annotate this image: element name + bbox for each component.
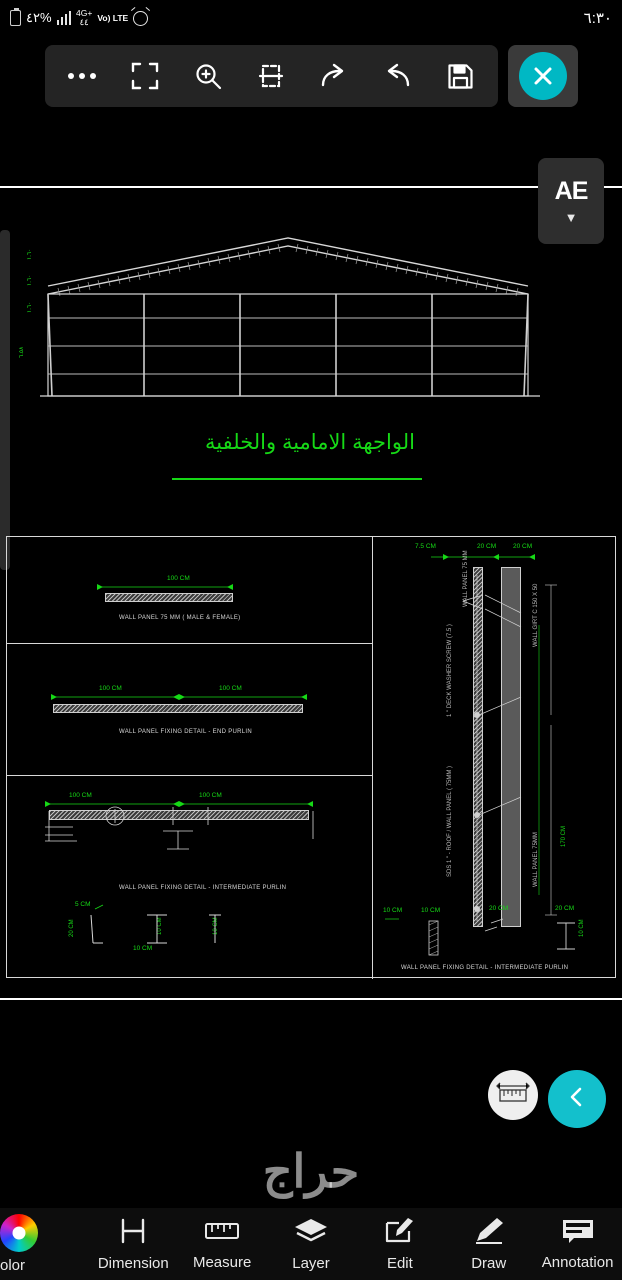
text-style-icon: AE [554,177,588,205]
elevation-dim-1: ١.٦٠ [27,301,33,313]
chevron-down-icon: ▼ [564,210,578,225]
network-type-label: 4G+ [76,8,93,18]
sheet-border-bottom [0,998,622,1000]
redo-button[interactable] [303,45,366,107]
undo-button[interactable] [366,45,429,107]
measure-tool-button[interactable] [488,1070,538,1120]
status-bar [0,0,622,36]
nav-draw[interactable] [444,1217,533,1272]
volte-sub-label: LTE [112,12,129,23]
color-wheel-icon [0,1214,38,1252]
signal-bars-icon [57,11,72,25]
fullscreen-icon [131,62,159,90]
nav-dimension[interactable] [89,1217,178,1272]
sheet-border-top [0,186,622,188]
close-button[interactable] [508,45,578,107]
detail-3-dim-4: 10 CM [157,917,163,935]
detail-4-dim-7: 20 CM [555,905,575,912]
detail-divider-1 [7,643,373,644]
detail-4-note-1: SDS 1 " - ROOF / WALL PANEL ( 75MM ) [447,765,453,877]
elevation-dim-2: ١.٦٠ [27,274,33,286]
alarm-icon [133,11,148,26]
nav-color[interactable] [0,1214,89,1274]
detail-3-caption: WALL PANEL FIXING DETAIL - INTERMEDIATE PURLIN [119,885,287,891]
ruler-icon [496,1082,530,1109]
detail-1-panel-hatch [105,593,233,602]
elevation-dim-3: ١.٦٠ [27,248,33,260]
nav-edit[interactable] [355,1217,444,1272]
detail-drawings-block [6,536,616,978]
detail-4-dim-0: 7.5 CM [415,543,436,550]
magnifier-icon [194,62,222,90]
detail-divider-2 [7,775,373,776]
layers-icon [294,1217,328,1250]
detail-4-note-2: WALL PANEL 75 MM [463,550,469,607]
elevation-dim-0: ٦.٥٨ [19,346,25,358]
draw-pen-icon [473,1217,505,1250]
redo-arrow-icon [319,62,349,90]
detail-3-dim-2: 5 CM [75,901,91,908]
nav-layer[interactable] [267,1217,356,1272]
back-button[interactable] [548,1070,606,1128]
volte-icon [97,14,128,23]
drawing-canvas[interactable] [0,108,622,1208]
nav-draw-label: Draw [471,1254,507,1272]
status-left-group [10,9,148,27]
building-elevation-drawing [40,236,540,406]
watermark: حراج [262,1145,360,1197]
detail-4-dim-6: 20 CM [489,905,509,912]
measure-tape-icon [204,1218,240,1249]
more-options-button[interactable] [51,45,114,107]
detail-4-note-0: 1 " DECK WASHER SCREW (7.5 ) [447,624,453,717]
detail-2-dim-0: 100 CM [99,685,122,692]
dashed-rectangle-icon [257,62,285,90]
detail-4-dim-4: 10 CM [383,907,403,914]
bottom-navigation-bar [0,1208,622,1280]
text-style-button[interactable] [538,158,604,244]
detail-1-caption: WALL PANEL 75 MM ( MALE & FEMALE) [119,615,241,621]
nav-annotation-label: Annotation [541,1253,614,1271]
detail-4-dim-5: 10 CM [421,907,441,914]
close-x-icon [519,52,567,100]
detail-3-dim-0: 100 CM [69,792,92,799]
drawing-title: الواجهة الامامية والخلفية [205,431,415,454]
detail-3-dim-3: 20 CM [69,919,75,937]
detail-2-dim-1: 100 CM [219,685,242,692]
nav-dimension-label: Dimension [97,1254,169,1272]
nav-color-label: olor [0,1257,26,1274]
zoom-button[interactable] [177,45,240,107]
detail-4-dim-3: 170 CM [561,825,567,847]
ellipsis-icon [67,71,97,81]
detail-1-dim-0: 100 CM [167,575,190,582]
fullscreen-button[interactable] [114,45,177,107]
detail-4-dim-2: 20 CM [513,543,533,550]
chevron-left-icon [566,1084,588,1115]
nav-annotation[interactable] [533,1218,622,1271]
undo-arrow-icon [382,62,412,90]
annotation-icon [561,1218,595,1249]
detail-right-column [373,537,616,979]
battery-icon [10,10,21,26]
detail-3-dim-1: 100 CM [199,792,222,799]
title-underline [172,478,422,480]
top-toolbar-wrapper [0,44,622,108]
detail-left-column [7,537,373,979]
network-sub-label: ٤٤ [79,17,89,27]
dimension-icon [116,1217,150,1250]
detail-2-panel-hatch [53,704,303,713]
edit-pencil-icon [384,1217,416,1250]
save-button[interactable] [429,45,492,107]
detail-2-caption: WALL PANEL FIXING DETAIL - END PURLIN [119,729,253,735]
detail-4-dim-8: 10 CM [579,919,585,937]
network-type-icon [76,9,92,27]
detail-4-caption: WALL PANEL FIXING DETAIL - INTERMEDIATE PURLIN [401,965,569,971]
nav-layer-label: Layer [292,1254,330,1272]
nav-measure-label: Measure [192,1253,252,1271]
select-area-button[interactable] [240,45,303,107]
detail-4-dim-1: 20 CM [477,543,497,550]
nav-edit-label: Edit [386,1254,413,1272]
volte-label: Vo) [97,12,111,23]
detail-4-note-4: WALL PANEL 75MM [533,832,539,887]
battery-percent: ٤٢% [26,10,52,25]
detail-3-dim-5: 10 CM [133,945,153,952]
nav-measure[interactable] [178,1218,267,1271]
detail-3-dim-6: 10 CM [213,917,219,935]
detail-4-note-3: WALL GIRT C 150 X 50 [533,583,539,647]
canvas-scrollbar[interactable] [0,230,10,570]
top-toolbar [45,45,498,107]
floppy-disk-icon [447,63,474,90]
status-clock: ٦:٣٠ [583,10,612,27]
